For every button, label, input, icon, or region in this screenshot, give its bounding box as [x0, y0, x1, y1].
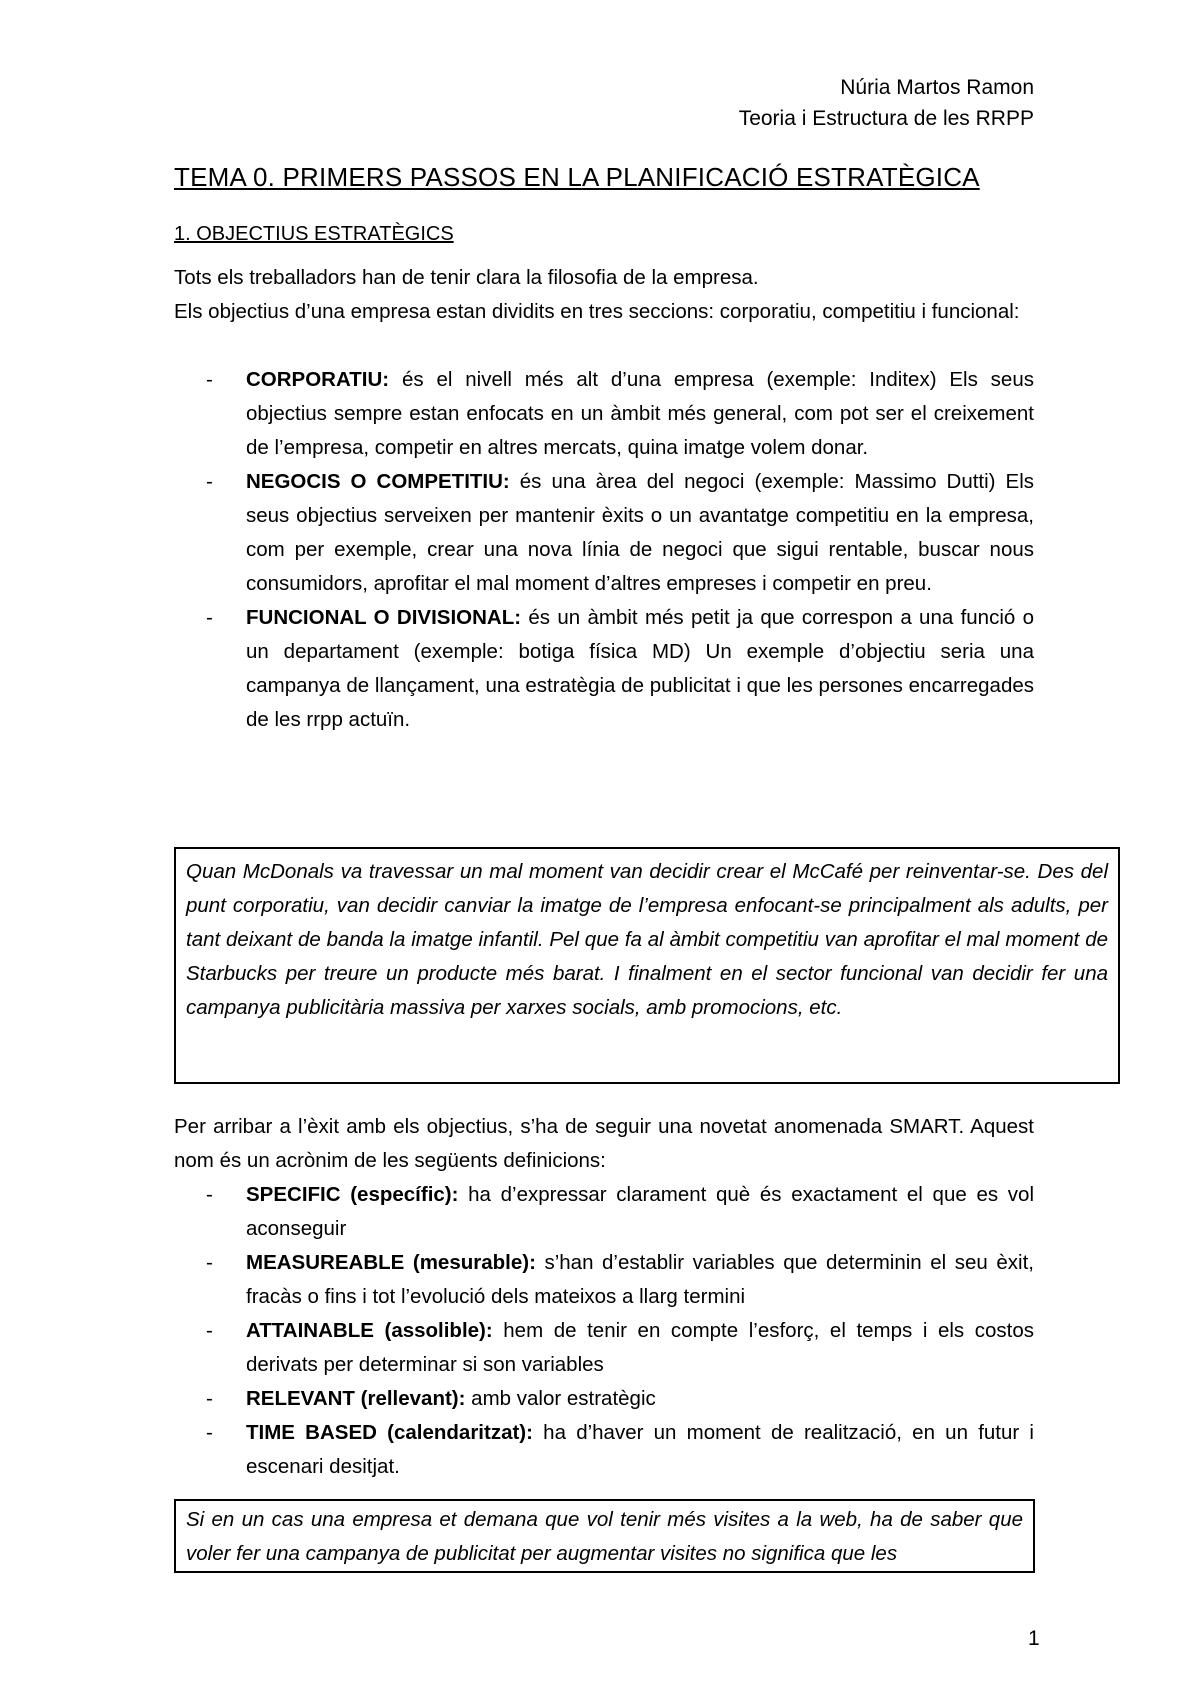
list-item [174, 1246, 1034, 1314]
list-item [174, 363, 1034, 465]
list-item [174, 1416, 1034, 1484]
list-text: amb valor estratègic [465, 1387, 656, 1410]
list-item [174, 1178, 1034, 1246]
smart-intro: Per arribar a l’èxit amb els objectius, s’ha de seguir una novetat anomenada SMART. Aquest nom és un acrònim de les següents definicions: [174, 1115, 1034, 1172]
list-term: TIME BASED (calendaritzat): [246, 1421, 533, 1444]
list-text: és un àmbit més petit ja que correspon a una funció o un departament (exemple: botiga física MD) Un exemple d’objectiu seria una campanya de llançament, una estratègia de publicitat i que les persones encarregades de les rrpp actuïn. [246, 606, 1034, 731]
dash-bullet: - [206, 368, 213, 391]
list-text: ha d’expressar clarament què és exactament el que es vol aconseguir [246, 1183, 1034, 1240]
objectives-list [174, 363, 1034, 737]
list-text: hem de tenir en compte l’esforç, el temps i els costos derivats per determinar si son variables [246, 1319, 1034, 1376]
course-name: Teoria i Estructura de les RRPP [738, 107, 1034, 130]
list-item [174, 1382, 1034, 1416]
dash-bullet: - [206, 1183, 213, 1206]
page-title: TEMA 0. PRIMERS PASSOS EN LA PLANIFICACIÓ ESTRATÈGICA [174, 162, 980, 192]
example-box: Quan McDonals va travessar un mal moment van decidir crear el McCafé per reinventar-se. Des del punt corporatiu, van decidir canviar la imatge de l’empresa enfocant-se principalment als adults, per tant deixant de banda la imatge infantil. Pel que fa al àmbit competitiu van aprofitar el mal moment de Starbucks per treure un producte més barat. I finalment en el sector funcional van decidir fer una campanya publicitària massiva per xarxes socials, amb promocions, etc. [174, 847, 1120, 1084]
dash-bullet: - [206, 1251, 213, 1274]
example-box: Si en un cas una empresa et demana que vol tenir més visites a la web, ha de saber que voler fer una campanya de publicitat per augmentar visites no significa que les [174, 1499, 1035, 1573]
list-item [174, 1314, 1034, 1382]
dash-bullet: - [206, 1421, 213, 1444]
dash-bullet: - [206, 606, 213, 629]
list-item [174, 601, 1034, 737]
list-text: és el nivell més alt d’una empresa (exemple: Inditex) Els seus objectius sempre estan enfocats en un àmbit més general, com pot ser el creixement de l’empresa, competir en altres mercats, quina imatge volem donar. [246, 368, 1034, 459]
intro-line: Tots els treballadors han de tenir clara la filosofia de la empresa. [174, 266, 759, 289]
intro-paragraph [174, 261, 1034, 329]
list-term: MEASUREABLE (mesurable): [246, 1251, 536, 1274]
list-term: FUNCIONAL O DIVISIONAL: [246, 606, 522, 629]
list-text: ha d’haver un moment de realització, en un futur i escenari desitjat. [246, 1421, 1034, 1478]
smart-list [174, 1178, 1034, 1484]
page-header [739, 72, 1034, 134]
intro-line: Els objectius d’una empresa estan dividits en tres seccions: corporatiu, competitiu i funcional: [174, 300, 1020, 323]
list-term: NEGOCIS O COMPETITIU: [246, 470, 510, 493]
list-term: CORPORATIU: [246, 368, 390, 391]
dash-bullet: - [206, 1319, 213, 1342]
page-number: 1 [1028, 1627, 1040, 1650]
list-term: RELEVANT (rellevant): [246, 1387, 466, 1410]
dash-bullet: - [206, 1387, 213, 1410]
author-name: Núria Martos Ramon [840, 76, 1034, 99]
dash-bullet: - [206, 470, 213, 493]
list-term: ATTAINABLE (assolible): [246, 1319, 493, 1342]
section-heading: 1. OBJECTIUS ESTRATÈGICS [174, 223, 454, 245]
list-term: SPECIFIC (específic): [246, 1183, 459, 1206]
list-item [174, 465, 1034, 601]
list-text: és una àrea del negoci (exemple: Massimo Dutti) Els seus objectius serveixen per mantenir èxits o un avantatge competitiu en la empresa, com per exemple, crear una nova línia de negoci que sigui rentable, buscar nous consumidors, aprofitar el mal moment d’altres empreses i competir en preu. [246, 470, 1034, 595]
list-text: s’han d’establir variables que determinin el seu èxit, fracàs o fins i tot l’evolució dels mateixos a llarg termini [246, 1251, 1034, 1308]
